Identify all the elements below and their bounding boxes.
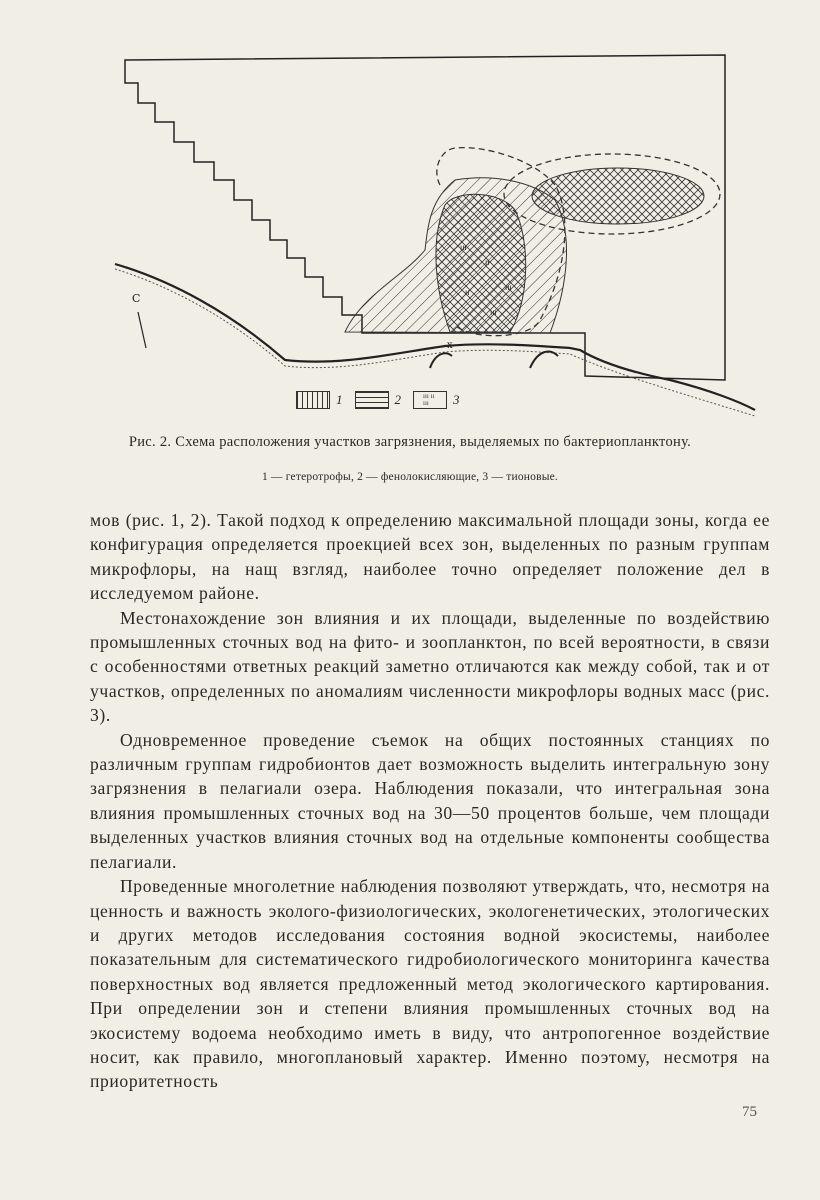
pollution-zones-map — [110, 50, 760, 420]
outlet-right — [530, 352, 558, 368]
zone-ellipse-inner — [532, 168, 704, 224]
figure-legend — [296, 388, 466, 412]
figure-legend-caption: 1 — гетеротрофы, 2 — фенолокисляющие, 3 — тионовые. — [261, 471, 559, 483]
figure-caption: Рис. 2. Схема расположения участков загрязнения, выделяемых по бактериопланктону. — [128, 434, 692, 450]
paragraph: Местонахождение зон влияния и их площади, выделенные по воздействию промышленных сточных вод на фито- и зоопланктон, по всей вероятности, в связи с особенностями ответных реакций заметно отличаются как между собой, так и от участков, определенных по аномалиям численности микрофлоры водных масс (рис. 3). — [90, 607, 770, 726]
legend-number-3: 3 — [453, 392, 460, 407]
legend-number-1: 1 — [336, 392, 343, 407]
body-text — [90, 508, 770, 1094]
svg-text:ııı: ııı — [505, 283, 512, 292]
legend-number-2: 2 — [394, 392, 401, 407]
north-arrow — [138, 312, 146, 348]
legend-swatch-2 — [355, 391, 389, 409]
legend-swatch-3 — [413, 391, 447, 409]
legend-swatch-1 — [296, 391, 330, 409]
outlet-label: x — [447, 340, 453, 351]
paragraph: Проведенные многолетние наблюдения позволяют утверждать, что, несмотря на ценность и важность эколого-физиологических, экологенетических, этологических и других методов исследования состояния водной экосистемы, наиболее показательным для систематического гидробиологического мониторинга качества поверхностных вод является предложенный метод экологического картирования. При определении зон и степени влияния промышленных сточных вод на экосистему водоема необходимо иметь в виду, что антропогенное воздействие носит, как правило, многоплановый характер. Именно поэтому, несмотря на приоритетность — [90, 876, 770, 1092]
paragraph: мов (рис. 1, 2). Такой подход к определению максимальной площади зоны, когда ее конфигурация определяется проекцией всех зон, выделенных по разным группам микрофлоры, на нащ взгляд, наиболее точно определяет положение дел в исследуемом районе. — [90, 510, 770, 604]
svg-text:ııı: ııı — [490, 308, 497, 317]
zone-cross — [436, 194, 526, 332]
page-number: 75 — [742, 1104, 757, 1120]
paragraph: Одновременное проведение съемок на общих постоянных станциях по различным группам гидробионтов дает возможность выделить интегральную зону загрязнения в пелагиали озера. Наблюдения показали, что интегральная зона влияния промышленных сточных вод на 30—50 процентов больше, чем площади выделенных участков влияния сточных вод на отдельные компоненты сообщества пелагиали. — [90, 729, 770, 872]
svg-text:ıı: ıı — [485, 258, 490, 267]
north-label: С — [132, 292, 141, 305]
figure-map — [110, 50, 760, 420]
outlet-left — [430, 353, 452, 368]
svg-text:ıı: ıı — [465, 288, 470, 297]
svg-text:ııı: ııı — [460, 243, 467, 252]
